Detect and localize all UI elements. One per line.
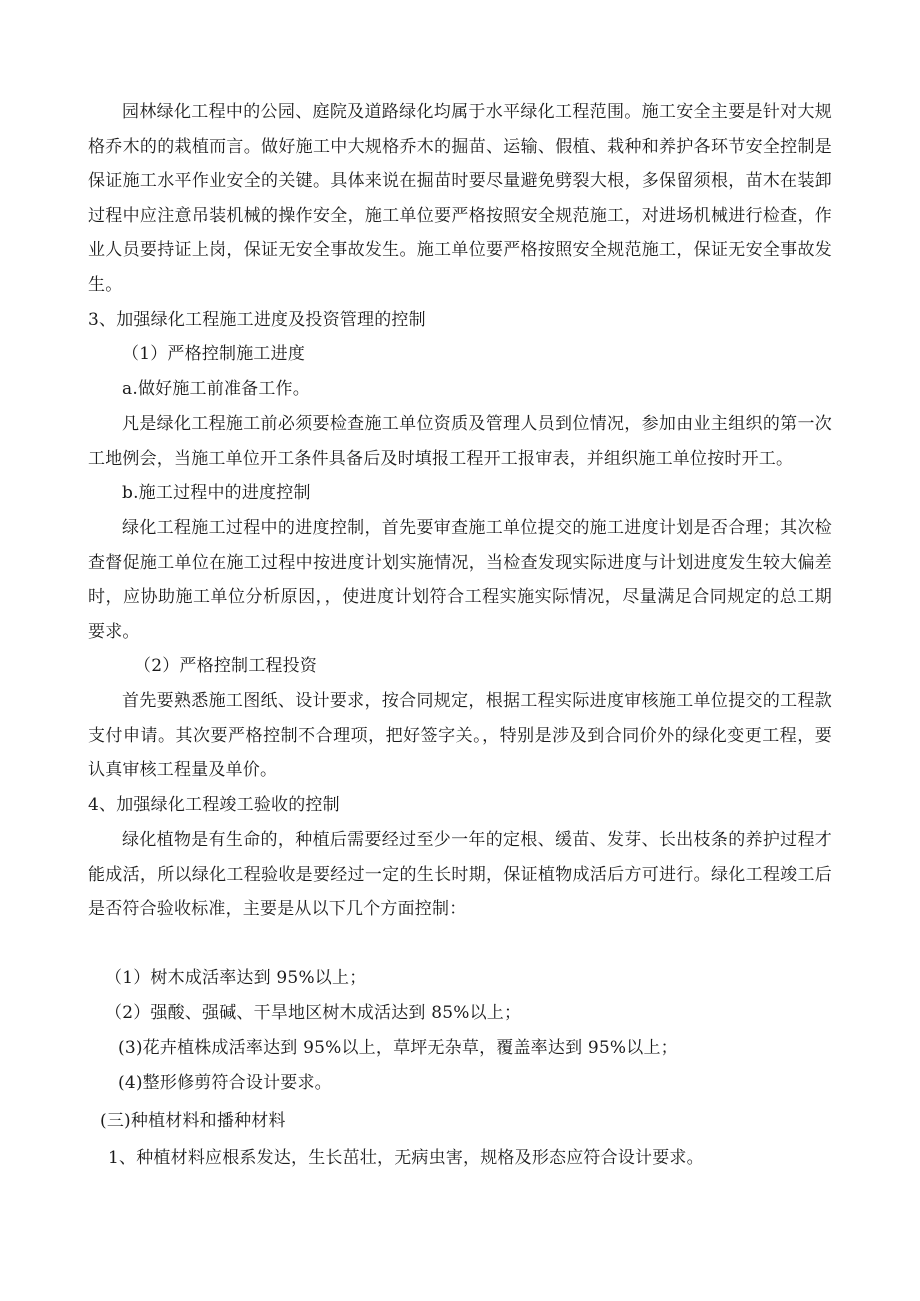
list-item-4: (4)整形修剪符合设计要求。 xyxy=(118,1073,332,1093)
section-heading-4: 4、加强绿化工程竣工验收的控制 xyxy=(88,795,340,815)
paragraph-greening-safety: 园林绿化工程中的公园、庭院及道路绿化均属于水平绿化工程范围。施工安全主要是针对大规格乔木的的栽植而言。做好施工中大规格乔木的掘苗、运输、假植、栽种和养护各环节安全控制是保证施工水平作业安全的关键。具体来说在掘苗时要尽量避免劈裂大根，多保留须根，苗木在装卸过程中应注意吊装机械的操作安全，施工单位要严格按照安全规范施工，对进场机械进行检查，作业人员要持证上岗，保证无安全事故发生。施工单位要严格按照安全规范施工，保证无安全事故发生。 xyxy=(88,102,832,295)
planting-material-item-1: 1、种植材料应根系发达，生长茁壮，无病虫害，规格及形态应符合设计要求。 xyxy=(108,1148,704,1168)
section-heading-three: (三)种植材料和播种材料 xyxy=(100,1111,286,1131)
item-b-progress-control: b.施工过程中的进度控制 xyxy=(122,483,311,503)
paragraph-preparation: 凡是绿化工程施工前必须要检查施工单位资质及管理人员到位情况，参加由业主组织的第一次工地例会，当施工单位开工条件具备后及时填报工程开工报审表，并组织施工单位按时开工。 xyxy=(88,414,832,469)
paragraph-acceptance: 绿化植物是有生命的，种植后需要经过至少一年的定根、缓苗、发芽、长出枝条的养护过程才能成活，所以绿化工程验收是要经过一定的生长时期，保证植物成活后方可进行。绿化工程竣工后是否符合验收标准，主要是从以下几个方面控制： xyxy=(88,830,832,920)
list-item-1: （1）树木成活率达到 95%以上； xyxy=(105,968,367,988)
list-item-3: (3)花卉植株成活率达到 95%以上，草坪无杂草，覆盖率达到 95%以上； xyxy=(118,1038,678,1058)
item-a-preparation: a.做好施工前准备工作。 xyxy=(122,379,310,399)
section-heading-3: 3、加强绿化工程施工进度及投资管理的控制 xyxy=(88,310,426,330)
paragraph-progress-control: 绿化工程施工过程中的进度控制，首先要审查施工单位提交的施工进度计划是否合理；其次检查督促施工单位在施工过程中按进度计划实施情况，当检查发现实际进度与计划进度发生较大偏差时，应协助施工单位分析原因，，使进度计划符合工程实施实际情况，尽量满足合同规定的总工期要求。 xyxy=(88,518,832,642)
subheading-investment-control: （2）严格控制工程投资 xyxy=(134,656,318,676)
list-item-2: （2）强酸、强碱、干旱地区树木成活达到 85%以上； xyxy=(105,1003,522,1023)
paragraph-investment-control: 首先要熟悉施工图纸、设计要求，按合同规定，根据工程实际进度审核施工单位提交的工程款支付申请。其次要严格控制不合理项，把好签字关。，特别是涉及到合同价外的绿化变更工程，要认真审核工程量及单价。 xyxy=(88,691,832,781)
subheading-schedule-control: （1）严格控制施工进度 xyxy=(122,344,306,364)
